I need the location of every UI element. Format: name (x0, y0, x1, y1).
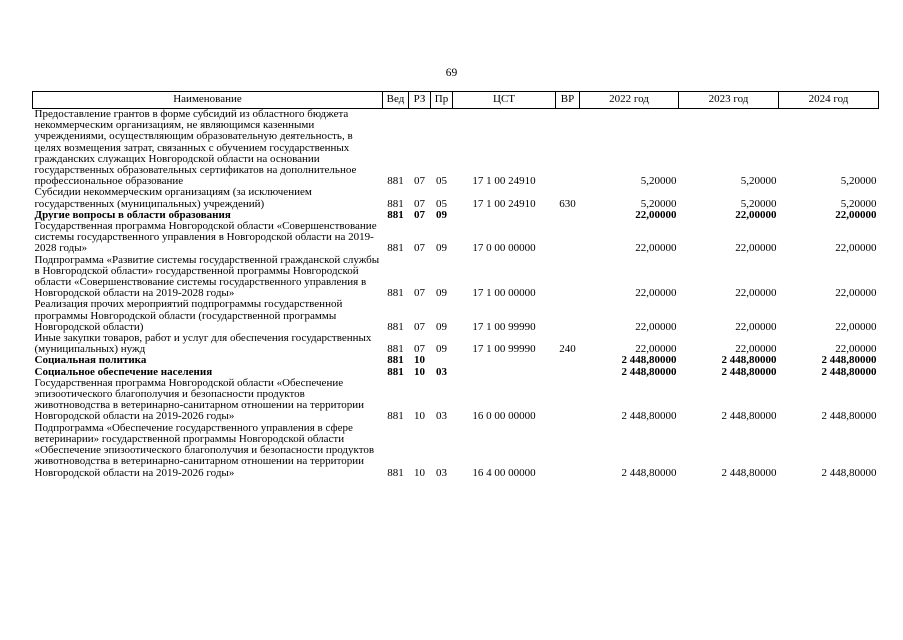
row-cst (453, 367, 556, 378)
row-2023: 22,00000 (735, 208, 777, 221)
row-2024: 22,00000 (835, 242, 877, 255)
header-2023: 2023 год (679, 92, 779, 109)
row-pr (431, 355, 453, 366)
row-vr (556, 109, 580, 188)
row-cst: 17 1 00 24910 (472, 197, 536, 210)
row-vr (556, 255, 580, 300)
row-ved: 881 (387, 466, 404, 479)
row-name: Иные закупки товаров, работ и услуг для обеспечения государственных (муниципальных) нужд (34, 332, 372, 356)
row-cst: 17 1 00 00000 (472, 287, 536, 300)
header-cst: ЦСТ (453, 92, 556, 109)
row-vr (556, 210, 580, 221)
row-vr (556, 367, 580, 378)
row-ved: 881 (387, 287, 404, 300)
row-ved: 881 (387, 354, 404, 367)
row-vr: 630 (559, 197, 576, 210)
row-2022: 22,00000 (635, 343, 677, 356)
header-vr: ВР (556, 92, 580, 109)
row-vr (556, 378, 580, 423)
row-vr: 240 (559, 343, 576, 356)
row-pr: 09 (436, 242, 447, 255)
row-cst: 17 1 00 99990 (472, 320, 536, 333)
row-2022: 2 448,80000 (621, 354, 677, 367)
row-ved: 881 (387, 410, 404, 423)
header-2022: 2022 год (580, 92, 679, 109)
page-number: 69 (445, 67, 458, 79)
row-name: Другие вопросы в области образования (34, 208, 231, 221)
row-ved: 881 (387, 320, 404, 333)
row-2023: 5,20000 (740, 175, 777, 188)
row-pr: 09 (436, 287, 447, 300)
row-rz: 07 (414, 287, 425, 300)
row-2023: 22,00000 (735, 242, 777, 255)
row-name: Социальное обеспечение населения (34, 365, 213, 378)
row-2023: 2 448,80000 (721, 354, 777, 367)
row-pr: 05 (436, 175, 447, 188)
row-name: Реализация прочих мероприятий подпрограммы государственной программы Новгородской области (государственной программы Новгородской области) (34, 298, 343, 333)
row-rz: 07 (414, 175, 425, 188)
table-row (33, 423, 879, 479)
row-name: Подпрограмма «Обеспечение государственного управления в сфере ветеринарии» государственной программы Новгородской области «Обеспечение эпизоотического благополучия и безопасности продуктов животноводства в ветеринарно-санитарном отношении на территории Новгородской области на 2019-2026 годы» (34, 421, 375, 479)
row-cst: 16 0 00 00000 (472, 410, 536, 423)
row-name: Субсидии некоммерческим организациям (за исключением государственных (муниципальных) учреждений) (34, 186, 312, 210)
row-rz: 10 (414, 466, 425, 479)
row-ved: 881 (387, 208, 404, 221)
row-pr: 03 (436, 466, 447, 479)
row-vr (556, 355, 580, 366)
row-ved: 881 (387, 343, 404, 356)
row-2024: 2 448,80000 (821, 365, 877, 378)
row-pr: 09 (436, 320, 447, 333)
row-pr: 09 (436, 343, 447, 356)
table-row (33, 255, 879, 300)
budget-table (32, 91, 879, 479)
row-vr (556, 299, 580, 333)
row-ved: 881 (387, 365, 404, 378)
row-2024: 22,00000 (835, 343, 877, 356)
row-name: Социальная политика (34, 354, 147, 367)
row-2022: 22,00000 (635, 208, 677, 221)
row-2024: 22,00000 (835, 320, 877, 333)
row-cst: 16 4 00 00000 (472, 466, 536, 479)
row-rz: 07 (414, 208, 425, 221)
table-row (33, 299, 879, 333)
table-row-section (33, 355, 879, 366)
row-2024: 5,20000 (840, 175, 877, 188)
row-2022: 2 448,80000 (621, 466, 677, 479)
row-2023: 22,00000 (735, 320, 777, 333)
row-2024: 5,20000 (840, 197, 877, 210)
row-2022: 5,20000 (640, 197, 677, 210)
row-2022: 5,20000 (640, 175, 677, 188)
row-pr: 05 (436, 197, 447, 210)
table-row (33, 378, 879, 423)
row-2022: 2 448,80000 (621, 410, 677, 423)
row-cst: 17 1 00 99990 (472, 343, 536, 356)
table-header-row (33, 92, 879, 109)
row-cst (453, 355, 556, 366)
row-name: Государственная программа Новгородской области «Совершенствование системы государственного управления в Новгородской области на 2019-2028 годы» (34, 220, 377, 255)
row-pr: 03 (436, 410, 447, 423)
row-2023: 2 448,80000 (721, 410, 777, 423)
row-rz: 07 (414, 343, 425, 356)
table-row (33, 333, 879, 355)
header-ved: Вед (383, 92, 409, 109)
row-2022: 22,00000 (635, 242, 677, 255)
header-rz: РЗ (409, 92, 431, 109)
row-rz: 07 (414, 320, 425, 333)
row-2022: 2 448,80000 (621, 365, 677, 378)
row-name: Предоставление грантов в форме субсидий из областного бюджета некоммерческим организациям, не являющимся казенными учреждениями, осуществляющим образовательную деятельность, в целях возмещения затрат, связанных с обучением государственных гражданских служащих Новгородской области на основании государственных образовательных сертификатов на дополнительное профессиональное образование (34, 108, 357, 188)
row-2024: 22,00000 (835, 208, 877, 221)
header-2024: 2024 год (779, 92, 879, 109)
table-row (33, 221, 879, 255)
row-2024: 2 448,80000 (821, 354, 877, 367)
row-ved: 881 (387, 175, 404, 188)
header-pr: Пр (431, 92, 453, 109)
row-2022: 22,00000 (635, 320, 677, 333)
row-2024: 2 448,80000 (821, 410, 877, 423)
row-cst (453, 210, 556, 221)
row-rz: 07 (414, 242, 425, 255)
row-2023: 2 448,80000 (721, 365, 777, 378)
row-2024: 2 448,80000 (821, 466, 877, 479)
row-ved: 881 (387, 197, 404, 210)
row-name: Подпрограмма «Развитие системы государственной гражданской службы в Новгородской области» государственной программы Новгородской области «Совершенствование системы государственного управления в Новгородской области на 2019-2028 годы» (34, 253, 380, 300)
table-row (33, 187, 879, 209)
row-cst: 17 1 00 24910 (472, 175, 536, 188)
row-2023: 5,20000 (740, 197, 777, 210)
row-2024: 22,00000 (835, 287, 877, 300)
row-rz: 07 (414, 197, 425, 210)
row-vr (556, 221, 580, 255)
header-name: Наименование (33, 92, 383, 109)
row-2022: 22,00000 (635, 287, 677, 300)
row-rz: 10 (414, 365, 425, 378)
row-ved: 881 (387, 242, 404, 255)
row-cst: 17 0 00 00000 (472, 242, 536, 255)
row-vr (556, 423, 580, 479)
table-row (33, 109, 879, 188)
row-pr: 09 (436, 208, 447, 221)
row-rz: 10 (414, 410, 425, 423)
row-rz: 10 (414, 354, 425, 367)
row-2023: 22,00000 (735, 287, 777, 300)
row-name: Государственная программа Новгородской области «Обеспечение эпизоотического благополучия и безопасности продуктов животноводства в ветеринарно-санитарном отношении на территории Новгородской области на 2019-2026 годы» (34, 376, 365, 423)
row-pr: 03 (436, 365, 447, 378)
row-2023: 2 448,80000 (721, 466, 777, 479)
row-2023: 22,00000 (735, 343, 777, 356)
